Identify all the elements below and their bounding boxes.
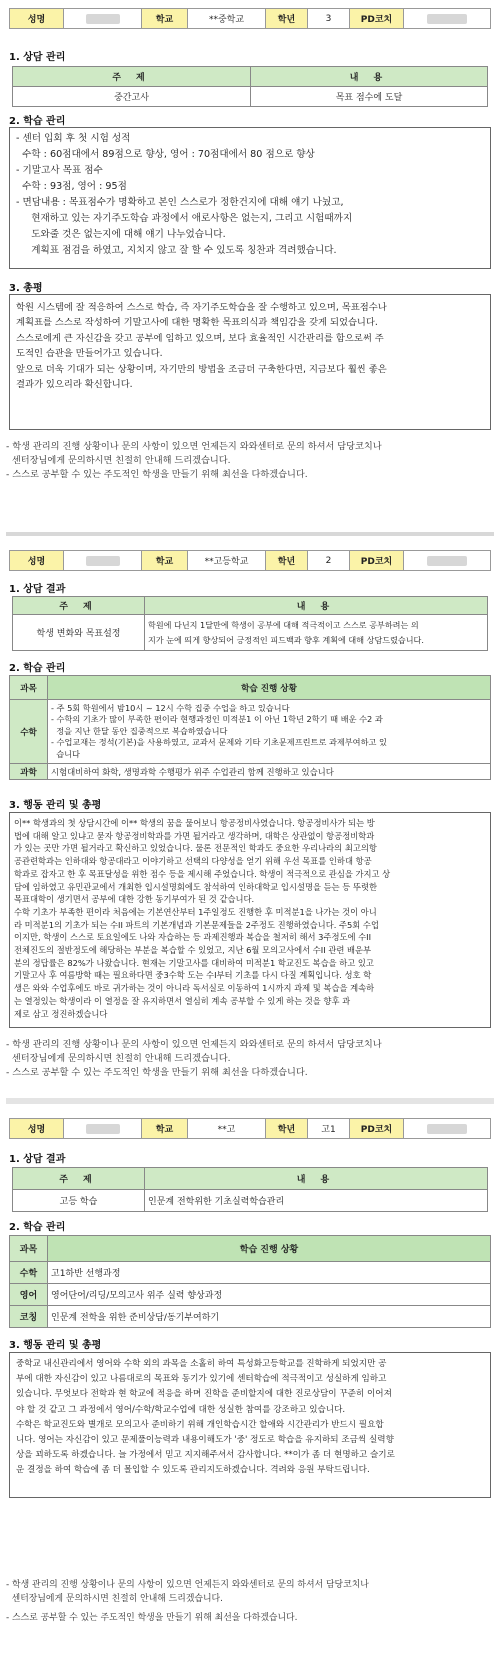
math-progress <box>48 700 491 764</box>
notes <box>6 440 382 482</box>
content-line: 학원에 다닌지 1달만에 학생이 공부에 대해 적극적이고 스스로 공부하려는 의 <box>148 619 419 630</box>
subject-progress: 영어단어/리딩/모의고사 위주 실력 향상과정 <box>48 1284 491 1306</box>
study-line: - 면담내용 : 목표점수가 명확하고 본인 스스로가 정한건지에 대해 얘기 나눴고, <box>16 197 344 208</box>
school-label: 학교 <box>142 9 188 28</box>
note-line: 센터장님에게 문의하시면 친절히 안내해 드리겠습니다. <box>6 1594 223 1604</box>
review-box <box>9 1352 491 1498</box>
school-value: **고등학교 <box>188 551 266 570</box>
col-subject-header: 주 제 <box>13 67 251 87</box>
section-title: 2. 학습 관리 <box>9 663 66 674</box>
study-box <box>9 127 491 269</box>
coach-label: PD코치 <box>350 551 404 570</box>
content-cell <box>145 615 488 651</box>
review-line: 스스로에게 큰 자신감을 갖고 공부에 임하고 있으며, 보다 효율적인 시간관리를 함으로써 주 <box>16 332 384 344</box>
school-label: 학교 <box>142 1119 188 1138</box>
section-title: 2. 학습 관리 <box>9 116 66 127</box>
review-line: 는 열정있는 학생이라 이 열정을 잘 유지하면서 열심히 계속 공부할 수 있게 하는 것을 향후 과 <box>14 995 351 1006</box>
note-line: - 학생 관리의 진행 상황이나 문의 사항이 있으면 언제든지 와와센터로 문의 하셔서 담당코치나 <box>6 1580 369 1590</box>
note-line: 센터장님에게 문의하시면 친절히 안내해 드리겠습니다. <box>6 1053 231 1064</box>
col-subject-header: 주 제 <box>13 1168 145 1190</box>
science-label: 과학 <box>10 764 48 780</box>
note-line: - 학생 관리의 진행 상황이나 문의 사항이 있으면 언제든지 와와센터로 문의 하셔서 담당코치나 <box>6 441 382 452</box>
note-line: - 스스로 공부할 수 있는 주도적인 학생을 만들기 위해 최선을 다하겠습니다. <box>6 469 308 480</box>
coach-value-redacted <box>404 9 490 28</box>
name-label: 성명 <box>10 1119 64 1138</box>
science-progress: 시험대비하여 화학, 생명과학 수행평가 위주 수업관리 함께 진행하고 있습니다 <box>48 764 491 780</box>
section-title: 3. 행동 관리 및 총평 <box>9 800 102 811</box>
study-line: - 센터 입회 후 첫 시험 성적 <box>16 133 131 144</box>
review-line: 부에 대한 자신감이 있고 나름대로의 목표와 동기가 있기에 센터학습에 적극적이고 성실하게 임하고 <box>16 1374 387 1385</box>
section-title: 1. 상담 관리 <box>9 52 66 63</box>
study-line: 도와줄 것은 없는지에 대해 얘기 나누었습니다. <box>16 229 226 240</box>
review-line: 제로 삼고 정진하겠습니다 <box>14 1008 108 1019</box>
review-line: 라 미적분1의 기초가 되는 수II 파트의 기본개념과 기본문제들을 2주정도 진행하였습니다. 주5회 수업 <box>14 919 379 930</box>
subject-progress: 인문계 전학을 위한 준비상담/동기부여하기 <box>48 1306 491 1328</box>
review-line: 야 할 것 같고 그 과정에서 영어/수학/학교수업에 대한 성실한 참여를 강조하고 있습니다. <box>16 1404 346 1415</box>
study-line: - 기말고사 목표 점수 <box>16 165 103 176</box>
math-line: - 수학의 기초가 많이 부족한 편이라 현행과정인 미적분1 이 아닌 1학년 2학기 때 배운 수2 과 <box>51 714 383 725</box>
student1-header <box>9 8 491 29</box>
review-line: 계획표를 스스로 작성하여 기말고사에 대한 명확한 목표의식과 책임감을 갖게 되었습니다. <box>16 317 378 329</box>
subject-label: 코칭 <box>10 1306 48 1328</box>
review-line: 담에 임하였고 유민관교에서 개최한 입시설명회에도 참석하여 인하대학교 입시설명을 듣는 등 뚜렷한 <box>14 881 377 892</box>
review-line: 가 있는 곳만 가면 될거라고 확신하고 있었습니다. 물론 전문적인 학과도 중요한 우리나라의 최고의항 <box>14 843 377 854</box>
col-subject-header: 과목 <box>10 676 48 700</box>
student2-header <box>9 550 491 571</box>
review-line: 수학은 학교진도와 별개로 모의고사 준비하기 위해 개인학습시간 할애와 시간관리가 반드시 필요합 <box>16 1419 384 1430</box>
school-label: 학교 <box>142 551 188 570</box>
review-line: 기말고사 후 여름방학 때는 필요하다면 중3수학 도는 수I부터 기초를 다시 다질 계획입니다. 성호 학 <box>14 970 372 981</box>
note-line: - 학생 관리의 진행 상황이나 문의 사항이 있으면 언제든지 와와센터로 문의 하셔서 담당코치나 <box>6 1039 382 1050</box>
math-label: 수학 <box>10 700 48 764</box>
col-content-header: 내 용 <box>145 597 488 615</box>
subject-progress: 고1하반 선행과정 <box>48 1262 491 1284</box>
review-line: 학원 시스템에 잘 적응하여 스스로 학습, 즉 자기주도학습을 잘 수행하고 있으며, 목표점수나 <box>16 302 387 313</box>
grade-value: 2 <box>308 551 350 570</box>
col-progress-header: 학습 진행 상황 <box>48 676 491 700</box>
review-line: 학과로 잡자고 한 후 목표달성을 위한 점수 등을 제시해 주었습니다. 학생이 적극적으로 관심을 가지고 상 <box>14 868 391 879</box>
study-line: 현재하고 있는 자기주도학습 과정에서 애로사항은 없는지, 그리고 시험때까지 <box>16 213 353 224</box>
grade-label: 학년 <box>266 9 308 28</box>
content-cell: 목표 점수에 도달 <box>251 87 488 107</box>
subject-label: 수학 <box>10 1262 48 1284</box>
notes <box>6 1578 369 1625</box>
review-line: 결과가 있으리라 확신합니다. <box>16 379 133 391</box>
notes <box>6 1038 382 1080</box>
review-box <box>9 812 491 1028</box>
consult-table <box>12 596 488 651</box>
grade-value: 고1 <box>308 1119 350 1138</box>
review-line: 목표대학이 생기면서 공부에 대한 강한 동기부여가 된 것 같습니다. <box>14 894 255 905</box>
section-title: 1. 상담 결과 <box>9 584 66 595</box>
name-label: 성명 <box>10 9 64 28</box>
grade-value: 3 <box>308 9 350 28</box>
review-line: 중학교 내신관리에서 영어와 수학 외의 과목을 소홀히 하여 특성화고등학교를 진학하게 되었지만 공 <box>16 1359 387 1369</box>
review-line: 니다. 영어는 자신감이 있고 문제풀이능력과 내용이해도가 '중' 정도로 학습을 유지하되 조금씩 실력향 <box>16 1435 394 1446</box>
divider <box>6 1098 494 1104</box>
study-line: 계획표 점검을 하였고, 지치지 않고 잘 할 수 있도록 칭찬과 격려했습니다. <box>16 245 337 256</box>
review-line: 앞으로 더욱 기대가 되는 상황이며, 자기만의 방법을 조금더 구축한다면, 지금보다 훨씬 좋은 <box>16 363 387 375</box>
study-line: 수학 : 93점, 영어 : 95점 <box>16 181 127 192</box>
study-table <box>9 675 491 780</box>
math-line: - 주 5회 학원에서 밤10시 ~ 12시 수학 집중 수업을 하고 있습니다 <box>51 702 290 713</box>
subject-cell: 고등 학습 <box>13 1190 145 1212</box>
review-box <box>9 294 491 430</box>
review-line: 도적인 습관을 만들어가고 있습니다. <box>16 348 163 360</box>
divider <box>6 532 494 536</box>
section-title: 1. 상담 결과 <box>9 1154 66 1165</box>
name-value-redacted <box>64 1119 142 1138</box>
review-line: 법에 대해 알고 있냐고 묻자 항공정비학과를 가면 될거라고 생각하며, 대학은 상관없이 항공정비학과 <box>14 830 375 841</box>
col-content-header: 내 용 <box>145 1168 488 1190</box>
col-subject-header: 주 제 <box>13 597 145 615</box>
col-progress-header: 학습 진행 상황 <box>48 1236 491 1262</box>
name-label: 성명 <box>10 551 64 570</box>
review-line: 수학 기초가 부족한 편이라 처음에는 기본연산부터 1주일정도 진행한 후 미적분1을 나가는 것이 아니 <box>14 906 377 917</box>
coach-value-redacted <box>404 1119 490 1138</box>
math-line: - 수업교재는 정석(기본)을 사용하였고, 교과서 문제와 기타 기초문제프린트로 과제부여하고 있 <box>51 737 387 748</box>
section-title: 3. 행동 관리 및 총평 <box>9 1340 102 1351</box>
section-title: 3. 총평 <box>9 283 43 294</box>
study-table <box>9 1235 491 1328</box>
coach-label: PD코치 <box>350 1119 404 1138</box>
subject-cell: 학생 변화와 목표설정 <box>13 615 145 651</box>
review-line: 분의 정답률은 82%가 나왔습니다. 현재는 기말고사를 대비하여 미적분1 학교진도 복습을 하고 있고 <box>14 957 374 968</box>
math-line: 습니다 <box>51 748 80 759</box>
review-line: 운 결정을 하여 학습에 좀 더 몰입할 수 있도록 관리지도하겠습니다. 격려와 응원 부탁드립니다. <box>16 1465 370 1476</box>
review-line: 있습니다. 무엇보다 전학과 현 학교에 적응을 하며 진학을 준비할지에 대한 진로상담이 꾸준히 이어져 <box>16 1389 392 1400</box>
student3-header <box>9 1118 491 1139</box>
subject-cell: 중간고사 <box>13 87 251 107</box>
study-line: 수학 : 60점대에서 89점으로 향상, 영어 : 70점대에서 80 점으로 향상 <box>16 149 315 160</box>
review-line: 공관련학과는 인하대와 항공대라고 이야기하고 선택의 다양성을 얻기 위해 우선 목표를 인하대 항공 <box>14 856 372 867</box>
review-line: 생은 와와 수업후에도 바로 귀가하는 것이 아니라 독서실로 이동하여 1시까지 과제 및 복습을 계속하 <box>14 983 375 994</box>
coach-label: PD코치 <box>350 9 404 28</box>
review-line: 이지만, 학생이 스스로 토요일에도 나와 자습하는 등 과제진행과 복습을 철저히 해서 3주정도에 수II <box>14 932 372 943</box>
review-line: 전체진도의 절반정도에 해당하는 부분을 복습할 수 있었고, 지난 6월 모의고사에서 수II 관련 배운부 <box>14 945 372 956</box>
col-subject-header: 과목 <box>10 1236 48 1262</box>
note-line: 센터장님에게 문의하시면 친절히 안내해 드리겠습니다. <box>6 455 231 466</box>
subject-label: 영어 <box>10 1284 48 1306</box>
content-cell: 인문계 전학위한 기초실력학습관리 <box>145 1190 488 1212</box>
grade-label: 학년 <box>266 551 308 570</box>
school-value: **고 <box>188 1119 266 1138</box>
content-line: 지가 눈에 띄게 향상되어 긍정적인 피드백과 향후 계획에 대해 상담드렸습니다. <box>148 634 424 645</box>
coach-value-redacted <box>404 551 490 570</box>
review-line: 상을 꾀하도록 하겠습니다. 늘 가정에서 믿고 지지해주셔서 감사합니다. **이가 좀 더 현명하고 슬기로 <box>16 1450 395 1461</box>
math-line: 정을 지난 한달 동안 집중적으로 복습하였습니다 <box>51 725 228 736</box>
section-title: 2. 학습 관리 <box>9 1222 66 1233</box>
consult-table <box>12 66 488 107</box>
review-line: 이** 학생과의 첫 상담시간에 이** 학생의 꿈을 물어보니 항공정비사였습니다. 항공정비사가 되는 방 <box>14 818 375 828</box>
name-value-redacted <box>64 9 142 28</box>
name-value-redacted <box>64 551 142 570</box>
note-line: - 스스로 공부할 수 있는 주도적인 학생을 만들기 위해 최선을 다하겠습니다. <box>6 1613 298 1623</box>
note-line: - 스스로 공부할 수 있는 주도적인 학생을 만들기 위해 최선을 다하겠습니다. <box>6 1067 308 1078</box>
col-content-header: 내 용 <box>251 67 488 87</box>
consult-table <box>12 1167 488 1212</box>
school-value: **중학교 <box>188 9 266 28</box>
grade-label: 학년 <box>266 1119 308 1138</box>
